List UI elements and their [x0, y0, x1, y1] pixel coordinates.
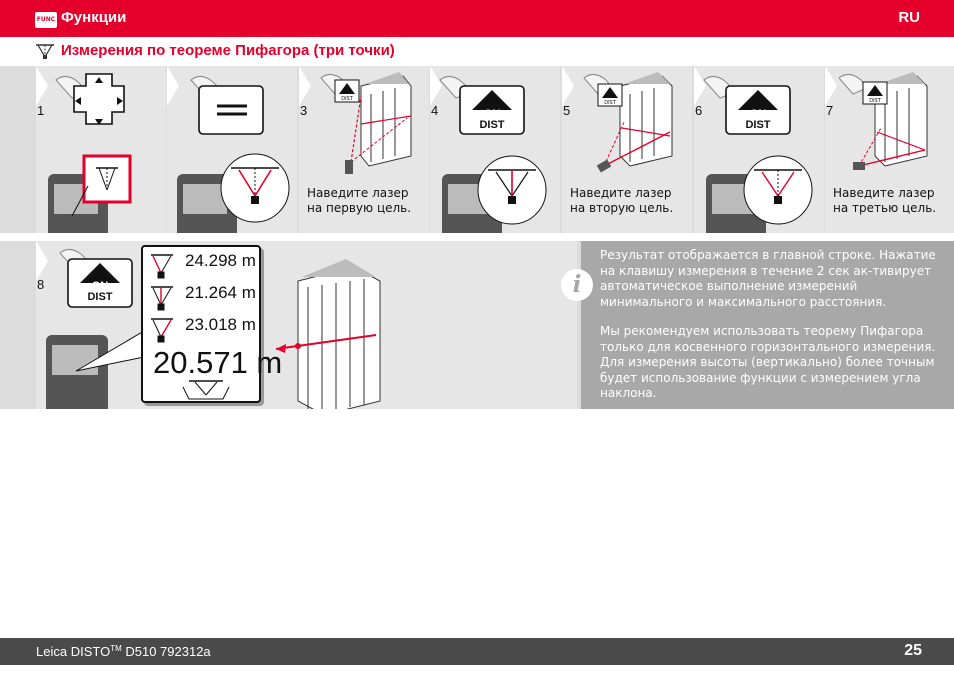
step-caption: Наведите лазер на третью цель. [833, 186, 937, 215]
info-icon: i [561, 269, 593, 301]
info-paragraph-1: Результат отображается в главной строке. Нажатие на клавишу измерения в течение 2 сек ак-тивирует автоматическое выполнение измерений минимального и максимального расстояния. [600, 248, 936, 309]
step-panel-8 [36, 241, 577, 409]
step-panel-7 [825, 66, 954, 233]
step-number: 5 [563, 103, 571, 118]
step-caption: Наведите лазер на первую цель. [307, 186, 412, 215]
step-panel-1 [36, 66, 166, 233]
step-number: 6 [695, 103, 703, 118]
footer-model: Leica DISTO™ D510 792312a [36, 644, 211, 659]
header-title: Функции [61, 9, 127, 26]
section-title: Измерения по теореме Пифагора (три точки) [61, 42, 395, 59]
display-value-1: 24.298 m [185, 251, 256, 270]
info-paragraph-2: Мы рекомендуем использовать теорему Пифагора только для косвенного горизонтального измерения. Для измерения высоты (вертикально) более точным будет использование функции с измерением угла наклона. [600, 324, 936, 401]
step-caption: Наведите лазер на вторую цель. [570, 186, 674, 215]
header-bar [0, 0, 954, 37]
footer-bar [0, 638, 954, 665]
step-number: 1 [37, 103, 45, 118]
dist-label: DIST [479, 119, 505, 131]
device-display [141, 245, 283, 403]
step-panel-4 [430, 66, 560, 233]
on-label: ON [91, 280, 109, 292]
step-number: 7 [826, 103, 834, 118]
step-panel-3 [299, 66, 429, 233]
pythagoras-icon [35, 42, 55, 60]
func-icon: FUNC [35, 12, 57, 28]
step-panel-2 [167, 66, 297, 233]
svg-text:DIST: DIST [869, 98, 881, 104]
distance-icon [151, 255, 173, 278]
step-number: 4 [431, 103, 439, 118]
step-panel-6 [694, 66, 824, 233]
on-label: ON [749, 108, 767, 120]
display-value-3: 23.018 m [185, 315, 256, 334]
step-number: 3 [300, 103, 308, 118]
dist-label: DIST [87, 291, 113, 303]
display-value-2: 21.264 m [185, 283, 256, 302]
language-label: RU [898, 9, 920, 26]
dist-label: DIST [745, 119, 771, 131]
step-number: 8 [37, 277, 45, 292]
svg-text:DIST: DIST [604, 100, 616, 106]
step-panel-5 [562, 66, 692, 233]
svg-text:DIST: DIST [341, 96, 353, 102]
display-main-result: 20.571 m [153, 345, 283, 380]
page-number: 25 [904, 642, 922, 659]
on-label: ON [483, 108, 501, 120]
